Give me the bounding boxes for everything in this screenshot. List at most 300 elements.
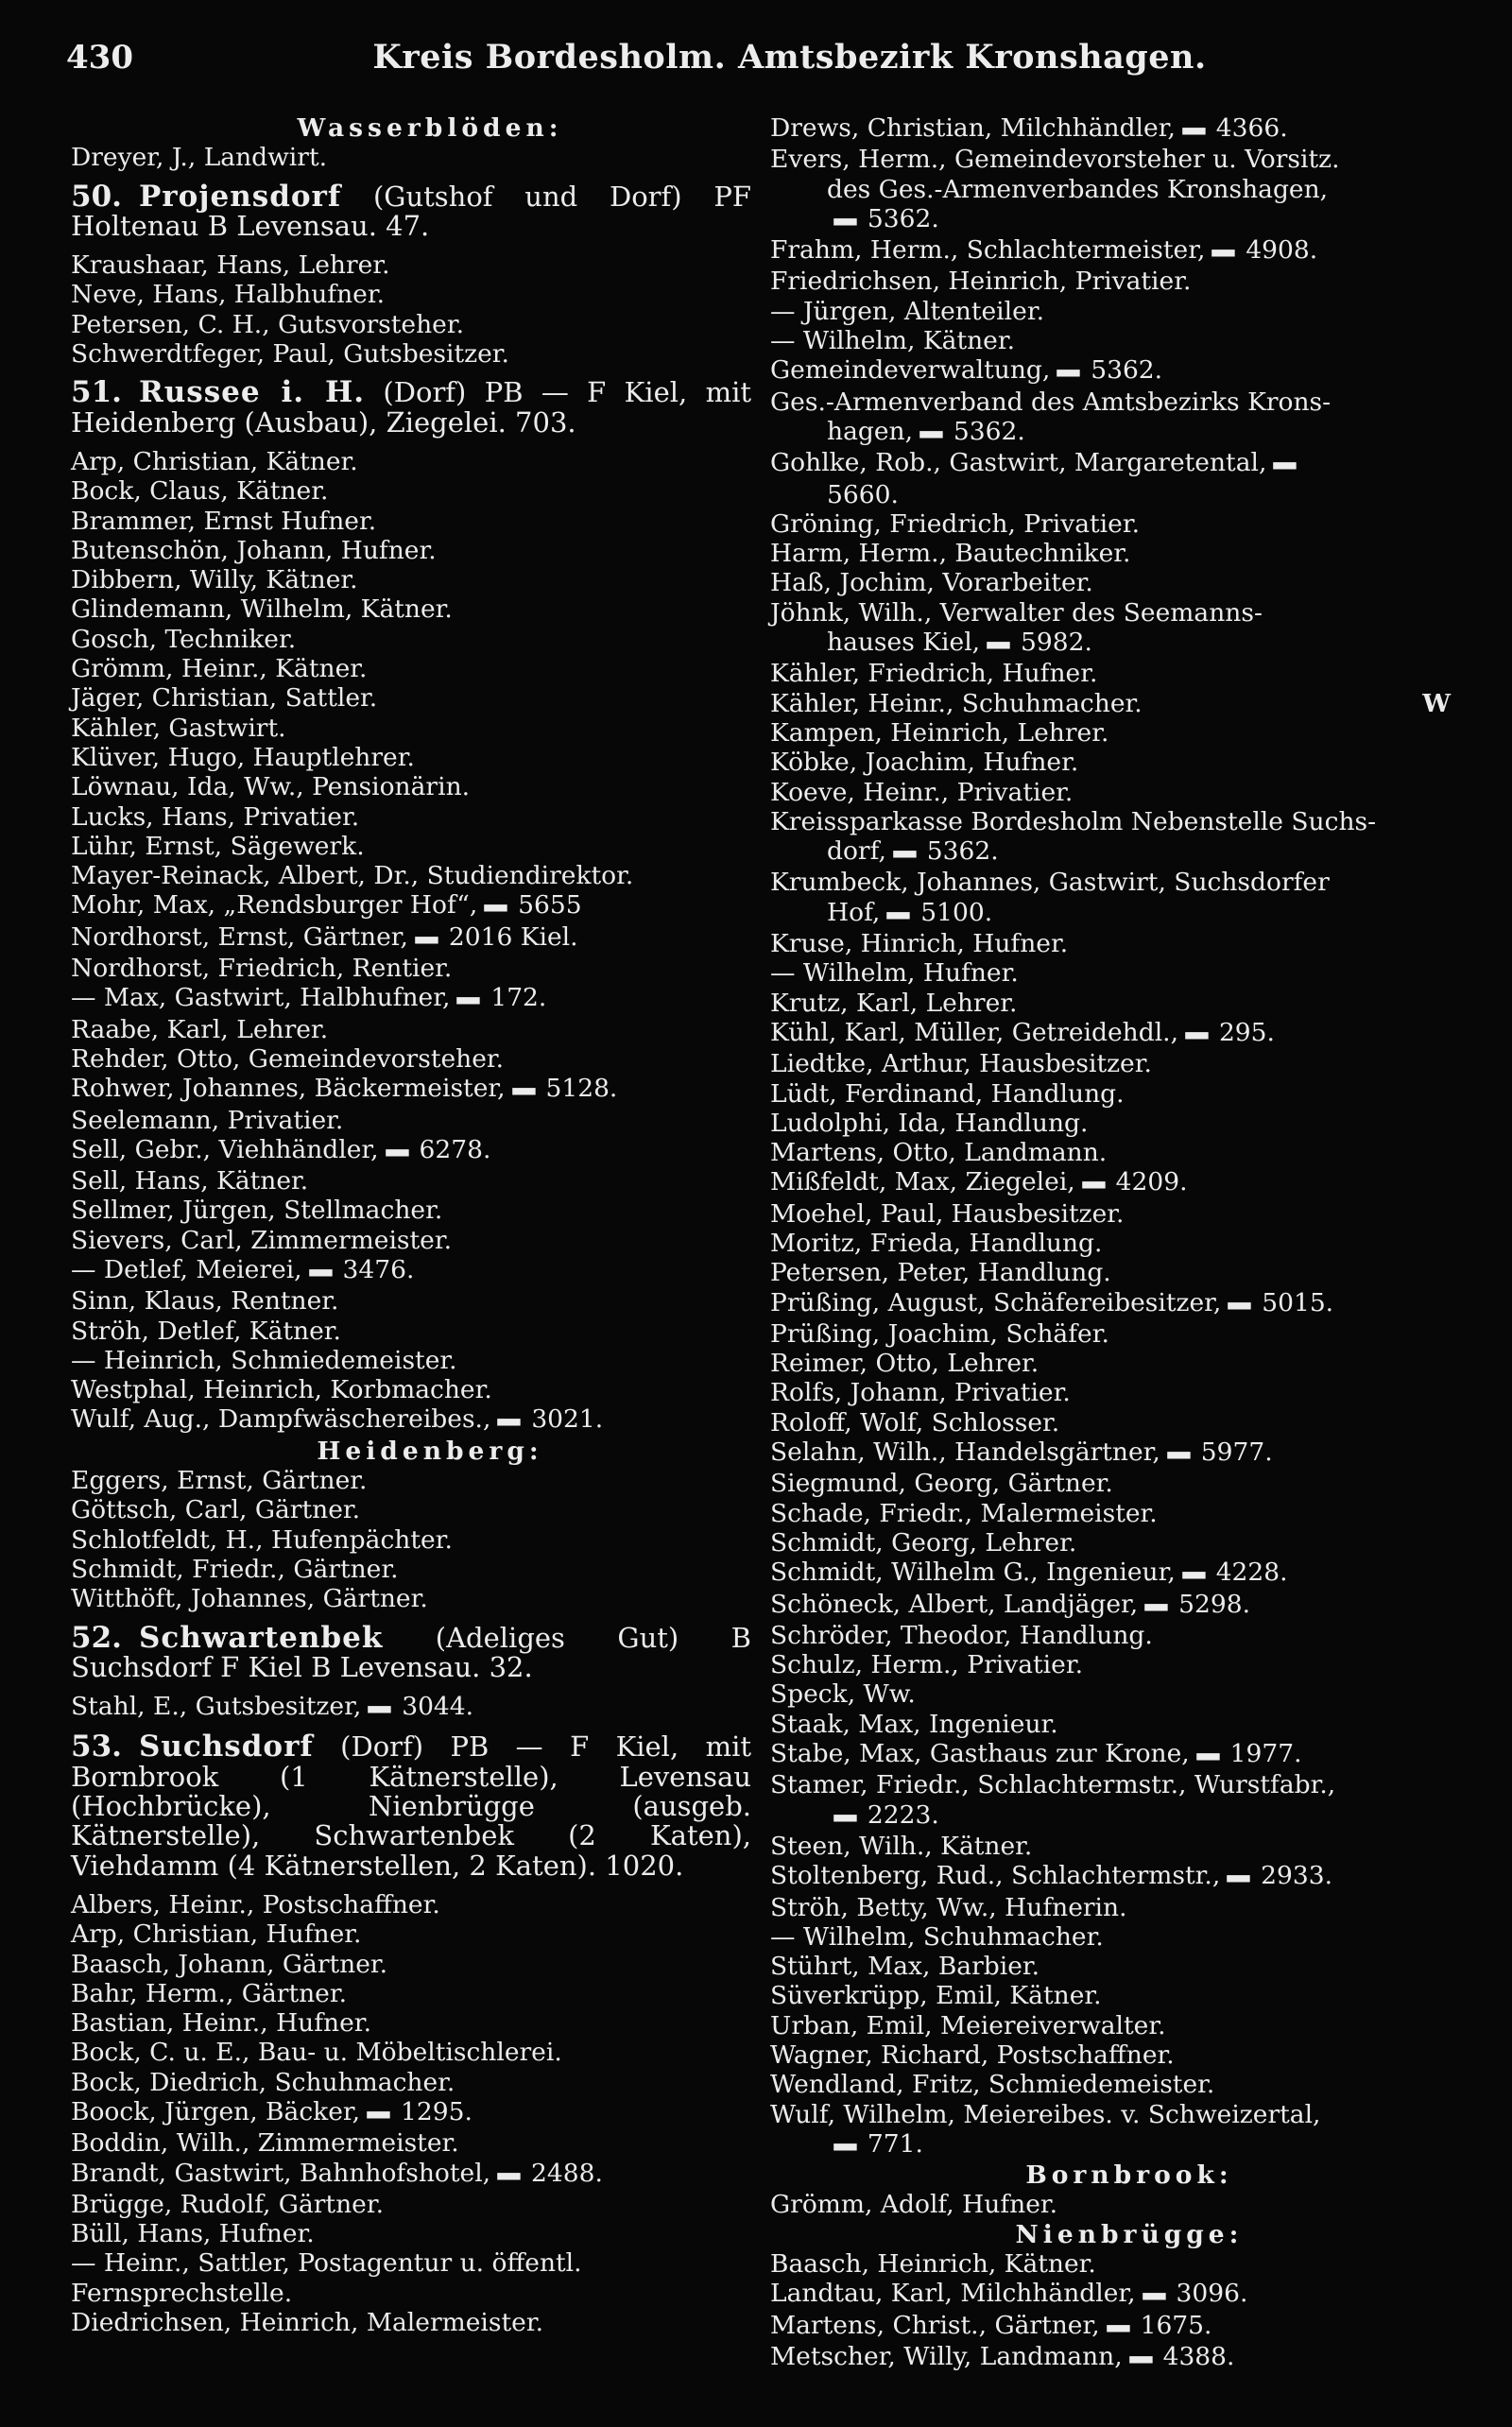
directory-entry xyxy=(770,1288,1451,1319)
entry-text: — Wilhelm, Schuhmacher. xyxy=(770,1921,1104,1952)
directory-entry xyxy=(770,2011,1451,2040)
directory-entry xyxy=(770,718,1451,748)
entry-text: Arp, Christian, Kätner. xyxy=(71,446,358,476)
entry-text: Liedtke, Arthur, Hausbesitzer. xyxy=(770,1049,1152,1079)
directory-entry xyxy=(770,2279,1451,2310)
entry-text: — Jürgen, Altenteiler. xyxy=(770,296,1044,326)
entry-text: Roloff, Wolf, Schlosser. xyxy=(770,1407,1060,1437)
telephone-icon: ▬ xyxy=(364,2102,393,2125)
entry-text: Brügge, Rudolf, Gärtner. xyxy=(71,2189,385,2219)
directory-entry xyxy=(71,1196,751,1225)
entry-text: Boock, Jürgen, Bäcker, xyxy=(71,2097,361,2126)
directory-entry xyxy=(71,507,751,536)
entry-text: Seelemann, Privatier. xyxy=(71,1105,344,1135)
entry-text: Urban, Emil, Meiereiverwalter. xyxy=(770,2010,1166,2040)
telephone-number: 4228. xyxy=(1215,1558,1288,1588)
directory-entry xyxy=(71,594,751,624)
directory-entry xyxy=(770,297,1451,326)
directory-entry xyxy=(770,1167,1451,1198)
entry-text: Schwerdtfeger, Paul, Gutsbesitzer. xyxy=(71,339,509,370)
directory-entry xyxy=(770,1408,1451,1437)
telephone-icon: ▬ xyxy=(412,926,441,950)
entry-text: Reimer, Otto, Lehrer. xyxy=(770,1349,1040,1379)
directory-entry xyxy=(770,1861,1451,1892)
entry-text: Neve, Hans, Halbhufner. xyxy=(71,280,386,310)
directory-entry xyxy=(770,2311,1451,2342)
directory-entry xyxy=(71,983,751,1014)
directory-entry xyxy=(71,1890,751,1919)
entry-continuation xyxy=(770,417,1451,448)
entry-text: Petersen, Peter, Handlung. xyxy=(770,1258,1111,1288)
section-number: 50. xyxy=(71,179,122,214)
entry-text: Bock, C. u. E., Bau- u. Möbeltischlerei. xyxy=(71,2038,562,2068)
directory-entry xyxy=(71,1015,751,1044)
entry-continuation xyxy=(770,480,1451,509)
telephone-icon: ▬ xyxy=(831,1804,860,1828)
directory-entry xyxy=(71,1692,751,1723)
telephone-number: 5362. xyxy=(867,203,939,233)
entry-text: Jäger, Christian, Sattler. xyxy=(71,683,378,714)
section-number: 51. xyxy=(71,375,122,410)
entry-text: Landtau, Karl, Milchhändler, xyxy=(770,2279,1136,2309)
entry-text: Moritz, Frieda, Handlung. xyxy=(770,1228,1103,1258)
entry-text: Albers, Heinr., Postschaffner. xyxy=(71,1889,440,1919)
entry-text: Lühr, Ernst, Sägewerk. xyxy=(71,831,365,861)
telephone-icon: ▬ xyxy=(1054,360,1083,384)
directory-entry xyxy=(71,2097,751,2128)
entry-text: Diedrichsen, Heinrich, Malermeister. xyxy=(71,2308,544,2338)
entry-text: Wagner, Richard, Postschaffner. xyxy=(770,2040,1175,2070)
directory-entry xyxy=(770,355,1451,387)
entry-text: Raabe, Karl, Lehrer. xyxy=(71,1014,329,1044)
entry-text: Prüßing, August, Schäfereibesitzer, xyxy=(770,1287,1222,1317)
section-heading xyxy=(71,179,751,242)
section-place-name: Projensdorf xyxy=(138,179,342,214)
section-place-name: Suchsdorf xyxy=(138,1730,314,1764)
telephone-icon: ▬ xyxy=(831,2133,860,2157)
entry-text: Nordhorst, Ernst, Gärtner, xyxy=(71,921,408,952)
spacer xyxy=(71,241,751,250)
directory-entry xyxy=(71,1495,751,1524)
directory-entry xyxy=(71,625,751,654)
entry-text: Drews, Christian, Milchhändler, xyxy=(770,113,1176,143)
entry-text: Boddin, Wilh., Zimmermeister. xyxy=(71,2128,459,2159)
entry-text: Kruse, Hinrich, Hufner. xyxy=(770,929,1069,959)
telephone-icon: ▬ xyxy=(1179,118,1209,141)
entry-text: Rohwer, Johannes, Bäckermeister, xyxy=(71,1074,506,1104)
left-column xyxy=(71,113,751,2337)
entry-text: Löwnau, Ida, Ww., Pensionärin. xyxy=(71,772,471,802)
telephone-icon: ▬ xyxy=(1270,453,1299,476)
entry-text: dorf, xyxy=(827,836,886,867)
entry-text: Butenschön, Johann, Hufner. xyxy=(71,535,437,565)
directory-entry xyxy=(770,1893,1451,1922)
entry-text: Kähler, Friedrich, Hufner. xyxy=(770,659,1098,689)
directory-entry xyxy=(770,2100,1451,2129)
directory-entry xyxy=(770,1437,1451,1469)
entry-text: Mißfeldt, Max, Ziegelei, xyxy=(770,1167,1075,1197)
directory-entry xyxy=(71,1525,751,1555)
page-header xyxy=(66,38,1446,95)
entry-text: Gemeindeverwaltung, xyxy=(770,355,1051,386)
telephone-icon: ▬ xyxy=(1179,1562,1209,1586)
directory-entry xyxy=(770,539,1451,568)
section-number: 53. xyxy=(71,1730,122,1764)
telephone-icon: ▬ xyxy=(382,1139,412,1162)
entry-text: Schöneck, Albert, Landjäger, xyxy=(770,1589,1139,1619)
entry-text: Brandt, Gastwirt, Bahnhofshotel, xyxy=(71,2158,491,2188)
telephone-number: 4908. xyxy=(1246,235,1318,266)
telephone-icon: ▬ xyxy=(884,902,913,925)
entry-text: Gosch, Techniker. xyxy=(71,624,297,654)
telephone-number: 2016 Kiel. xyxy=(448,921,578,952)
directory-entry xyxy=(71,339,751,369)
entry-text: Wulf, Aug., Dampfwäschereibes., xyxy=(71,1404,491,1435)
telephone-number: 3096. xyxy=(1176,2279,1248,2309)
directory-entry xyxy=(770,659,1451,688)
directory-entry xyxy=(770,509,1451,539)
directory-entry xyxy=(770,1018,1451,1049)
entry-text: Mayer-Reinack, Albert, Dr., Studiendirektor. xyxy=(71,861,634,891)
entry-text: Lucks, Hans, Privatier. xyxy=(71,801,360,832)
entry-text: Schmidt, Friedr., Gärtner. xyxy=(71,1554,399,1584)
entry-text: Kreissparkasse Bordesholm Nebenstelle Suchs- xyxy=(770,806,1377,836)
directory-entry xyxy=(770,1650,1451,1679)
directory-entry xyxy=(71,1555,751,1584)
entry-text: Nordhorst, Friedrich, Rentier. xyxy=(71,954,453,984)
directory-entry xyxy=(770,1739,1451,1770)
directory-entry xyxy=(770,1349,1451,1378)
directory-entry xyxy=(71,2308,751,2337)
entry-text: Stabe, Max, Gasthaus zur Krone, xyxy=(770,1739,1190,1769)
entry-text: Selahn, Wilh., Handelsgärtner, xyxy=(770,1437,1160,1468)
directory-entry xyxy=(770,145,1451,174)
directory-entry xyxy=(71,1950,751,1979)
entry-text: Wulf, Wilhelm, Meiereibes. v. Schweizertal, xyxy=(770,2099,1321,2129)
telephone-icon: ▬ xyxy=(1079,1172,1108,1196)
entry-text: Rolfs, Johann, Privatier. xyxy=(770,1378,1071,1408)
directory-entry xyxy=(71,2248,751,2278)
directory-entry xyxy=(71,1044,751,1074)
entry-text: Dreyer, J., Landwirt. xyxy=(71,143,328,173)
entry-text: Schröder, Theodor, Handlung. xyxy=(770,1620,1153,1650)
directory-entry xyxy=(71,832,751,861)
telephone-number: 5015. xyxy=(1262,1287,1334,1317)
directory-entry xyxy=(770,326,1451,355)
directory-entry xyxy=(71,1166,751,1196)
page-title: Kreis Bordesholm. Amtsbezirk Kronshagen. xyxy=(372,38,1207,77)
telephone-number: 5362. xyxy=(926,836,999,867)
entry-text: hagen, xyxy=(827,416,914,446)
directory-entry xyxy=(770,2040,1451,2070)
directory-entry xyxy=(71,654,751,683)
entry-text: Siegmund, Georg, Gärtner. xyxy=(770,1469,1113,1499)
entry-text: Witthöft, Johannes, Gärtner. xyxy=(71,1584,428,1614)
directory-entry xyxy=(770,1138,1451,1167)
entry-continuation xyxy=(770,836,1451,868)
directory-entry xyxy=(71,714,751,743)
entry-text: — Heinrich, Schmiedemeister. xyxy=(71,1345,457,1375)
telephone-icon: ▬ xyxy=(1104,2315,1133,2338)
directory-entry xyxy=(770,1528,1451,1558)
entry-text: Klüver, Hugo, Hauptlehrer. xyxy=(71,742,415,772)
entry-text: Friedrichsen, Heinrich, Privatier. xyxy=(770,267,1192,297)
directory-entry xyxy=(770,1981,1451,2010)
directory-entry xyxy=(71,1979,751,2008)
entry-text: Frahm, Herm., Schlachtermeister, xyxy=(770,235,1206,266)
entry-text: Sievers, Carl, Zimmermeister. xyxy=(71,1225,453,1255)
directory-entry xyxy=(770,868,1451,897)
entry-text: Staak, Max, Ingenieur. xyxy=(770,1709,1058,1739)
entry-text: Koeve, Heinr., Privatier. xyxy=(770,777,1074,807)
directory-entry xyxy=(770,1710,1451,1739)
section-description: (Adeliges Gut) B Suchsdorf F Kiel B Levensau. 32. xyxy=(71,1621,751,1683)
entry-text: Bock, Diedrich, Schuhmacher. xyxy=(71,2067,455,2097)
directory-entry xyxy=(770,1258,1451,1287)
entry-text: Hof, xyxy=(827,897,881,927)
telephone-icon: ▬ xyxy=(917,421,946,444)
directory-entry xyxy=(71,2038,751,2067)
directory-entry xyxy=(71,954,751,983)
entry-text: Haß, Jochim, Vorarbeiter. xyxy=(770,568,1093,598)
entry-text: Kähler, Heinr., Schuhmacher. xyxy=(770,688,1143,718)
subsection-heading: Nienbrügge: xyxy=(1015,2219,1244,2249)
telephone-icon: ▬ xyxy=(454,988,483,1011)
entry-text: Bock, Claus, Kätner. xyxy=(71,476,329,507)
telephone-number: 5298. xyxy=(1178,1589,1250,1619)
directory-entry xyxy=(71,2159,751,2190)
directory-entry xyxy=(770,1469,1451,1498)
directory-entry xyxy=(770,807,1451,836)
entry-text: Metscher, Willy, Landmann, xyxy=(770,2341,1123,2371)
entry-text: — Wilhelm, Kätner. xyxy=(770,326,1016,356)
directory-entry xyxy=(770,1832,1451,1861)
entry-text: Kühl, Karl, Müller, Getreidehdl., xyxy=(770,1017,1179,1047)
directory-entry xyxy=(71,1255,751,1286)
directory-entry xyxy=(71,250,751,280)
directory-entry xyxy=(71,2068,751,2097)
entry-text: Gohlke, Rob., Gastwirt, Margaretental, xyxy=(770,448,1267,478)
telephone-number: 1675. xyxy=(1140,2310,1212,2340)
entry-text: Speck, Ww. xyxy=(770,1679,916,1710)
entry-text: Kähler, Gastwirt. xyxy=(71,713,286,743)
directory-entry xyxy=(71,1226,751,1255)
section-number: 52. xyxy=(71,1620,122,1655)
directory-entry xyxy=(71,1375,751,1404)
entry-text: Prüßing, Joachim, Schäfer. xyxy=(770,1318,1109,1349)
entry-text: Köbke, Joachim, Hufner. xyxy=(770,748,1079,778)
telephone-icon: ▬ xyxy=(1164,1442,1194,1466)
directory-entry xyxy=(71,565,751,594)
entry-text: Dibbern, Willy, Kätner. xyxy=(71,565,358,595)
telephone-number: 5128. xyxy=(545,1074,618,1104)
telephone-icon: ▬ xyxy=(365,1696,394,1720)
directory-entry xyxy=(71,802,751,832)
directory-entry xyxy=(770,2249,1451,2279)
telephone-number: 295. xyxy=(1218,1017,1275,1047)
entry-text: Baasch, Heinrich, Kätner. xyxy=(770,2249,1096,2280)
subsection-heading: Heidenberg: xyxy=(317,1436,543,1466)
entry-text: Sell, Hans, Kätner. xyxy=(71,1166,309,1196)
directory-entry xyxy=(770,2342,1451,2373)
directory-entry xyxy=(71,890,751,921)
entry-text: Sell, Gebr., Viehhändler, xyxy=(71,1134,379,1164)
entry-continuation xyxy=(770,898,1451,929)
entry-continuation xyxy=(770,175,1451,204)
directory-entry xyxy=(770,1922,1451,1952)
entry-text: Grömm, Heinr., Kätner. xyxy=(71,654,368,684)
section-description: (Gutshof und Dorf) PF Holtenau B Levensau. 47. xyxy=(71,180,751,242)
entry-text: Göttsch, Carl, Gärtner. xyxy=(71,1495,361,1525)
telephone-number: 5100. xyxy=(920,897,993,927)
entry-text: Ludolphi, Ida, Handlung. xyxy=(770,1108,1089,1138)
entry-text: Süverkrüpp, Emil, Kätner. xyxy=(770,1981,1102,2011)
entry-text: des Ges.-Armenverbandes Kronshagen, xyxy=(827,174,1329,204)
telephone-icon: ▬ xyxy=(1225,1292,1254,1316)
directory-entry xyxy=(71,683,751,713)
directory-entry xyxy=(71,2190,751,2219)
entry-text: hauses Kiel, xyxy=(827,628,981,658)
entry-text: Stahl, E., Gutsbesitzer, xyxy=(71,1692,362,1722)
telephone-icon: ▬ xyxy=(481,895,510,919)
directory-entry xyxy=(71,1584,751,1613)
directory-entry xyxy=(770,448,1451,479)
telephone-number: 4209. xyxy=(1115,1167,1188,1197)
directory-entry xyxy=(71,861,751,890)
entry-text: Gröning, Friedrich, Privatier. xyxy=(770,508,1141,539)
directory-entry xyxy=(770,387,1451,417)
directory-entry xyxy=(770,1109,1451,1138)
page-number: 430 xyxy=(66,39,133,77)
directory-entry xyxy=(71,1404,751,1436)
entry-continuation xyxy=(770,2129,1451,2160)
entry-continuation xyxy=(770,1800,1451,1832)
directory-entry xyxy=(770,689,1451,718)
entry-text: Bastian, Heinr., Hufner. xyxy=(71,2008,371,2039)
entry-text: Arp, Christian, Hufner. xyxy=(71,1919,362,1950)
entry-text: Sinn, Klaus, Rentner. xyxy=(71,1286,339,1317)
telephone-number: 4388. xyxy=(1162,2341,1235,2371)
entry-text: Stamer, Friedr., Schlachtermstr., Wurstfabr., xyxy=(770,1770,1336,1800)
entry-text: Sellmer, Jürgen, Stellmacher. xyxy=(71,1196,443,1226)
entry-text: Glindemann, Wilhelm, Kätner. xyxy=(71,594,453,625)
entry-text: Kampen, Heinrich, Lehrer. xyxy=(770,717,1109,748)
directory-entry xyxy=(770,1199,1451,1229)
directory-entry xyxy=(770,1079,1451,1109)
telephone-number: 5362. xyxy=(953,416,1025,446)
entry-text: — Wilhelm, Hufner. xyxy=(770,958,1019,989)
entry-text: Krutz, Karl, Lehrer. xyxy=(770,988,1018,1018)
directory-entry xyxy=(71,447,751,476)
entry-text: Schmidt, Georg, Lehrer. xyxy=(770,1527,1077,1558)
subsection-heading: Wasserblöden: xyxy=(297,113,563,143)
telephone-icon: ▬ xyxy=(508,1078,539,1102)
directory-entry xyxy=(770,1229,1451,1258)
directory-entry xyxy=(71,310,751,339)
spacer xyxy=(71,1881,751,1890)
telephone-number: 5982. xyxy=(1021,628,1092,658)
entry-text: Grömm, Adolf, Hufner. xyxy=(770,2190,1058,2220)
entry-continuation xyxy=(770,628,1451,659)
telephone-number: 5362. xyxy=(1091,355,1163,386)
section-place-name: Schwartenbek xyxy=(138,1620,384,1655)
entry-text: Westphal, Heinrich, Korbmacher. xyxy=(71,1375,492,1405)
telephone-number: 2933. xyxy=(1261,1861,1333,1891)
entry-text: Wendland, Fritz, Schmiedemeister. xyxy=(770,2070,1215,2100)
directory-entry xyxy=(770,1770,1451,1799)
directory-entry xyxy=(770,1621,1451,1650)
entry-text: Stührt, Max, Barbier. xyxy=(770,1952,1040,1982)
directory-entry xyxy=(71,2008,751,2038)
section-heading xyxy=(71,1620,751,1683)
entry-text: — Max, Gastwirt, Halbhufner, xyxy=(71,983,451,1013)
directory-entry xyxy=(770,989,1451,1018)
directory-entry xyxy=(770,267,1451,296)
telephone-number: 6278. xyxy=(419,1134,491,1164)
telephone-number: 3476. xyxy=(342,1254,415,1284)
entry-text: Jöhnk, Wilh., Verwalter des Seemanns- xyxy=(770,597,1263,628)
entry-text: Mohr, Max, „Rendsburger Hof“, xyxy=(71,890,478,921)
entry-text: Petersen, C. H., Gutsvorsteher. xyxy=(71,309,465,339)
directory-entry xyxy=(770,235,1451,267)
telephone-icon: ▬ xyxy=(1142,1593,1171,1617)
directory-entry xyxy=(71,1466,751,1495)
directory-entry xyxy=(71,2279,751,2308)
directory-entry xyxy=(770,1499,1451,1528)
directory-entry xyxy=(770,748,1451,777)
directory-entry xyxy=(770,598,1451,628)
telephone-number: 1295. xyxy=(401,2097,472,2126)
directory-entry xyxy=(71,1317,751,1346)
subsection-heading: Bornbrook: xyxy=(1025,2160,1233,2191)
entry-continuation xyxy=(770,204,1451,235)
telephone-icon: ▬ xyxy=(494,1409,524,1433)
telephone-number: 3044. xyxy=(402,1692,474,1722)
spacer xyxy=(71,1682,751,1692)
entry-text: Martens, Christ., Gärtner, xyxy=(770,2310,1100,2340)
section-heading xyxy=(71,1732,751,1880)
section-heading xyxy=(71,375,752,439)
telephone-icon: ▬ xyxy=(1126,2346,1156,2369)
telephone-number: 3021. xyxy=(531,1404,604,1435)
entry-text: Schlotfeldt, H., Hufenpächter. xyxy=(71,1524,453,1555)
telephone-icon: ▬ xyxy=(1139,2283,1169,2307)
entry-text: Rehder, Otto, Gemeindevorsteher. xyxy=(71,1043,505,1074)
telephone-number: 771. xyxy=(867,2128,923,2159)
directory-entry xyxy=(770,1952,1451,1981)
telephone-number: 1977. xyxy=(1229,1739,1302,1769)
directory-entry xyxy=(770,113,1451,145)
directory-entry xyxy=(71,1106,751,1135)
telephone-icon: ▬ xyxy=(305,1259,335,1282)
telephone-icon: ▬ xyxy=(494,2162,524,2186)
directory-entry xyxy=(71,1135,751,1166)
entry-text: Evers, Herm., Gemeindevorsteher u. Vorsitz. xyxy=(770,145,1340,175)
entry-text: Brammer, Ernst Hufner. xyxy=(71,506,377,536)
directory-entry xyxy=(71,536,751,565)
telephone-icon: ▬ xyxy=(1194,1744,1223,1767)
entry-text: — Heinr., Sattler, Postagentur u. öffentl. xyxy=(71,2248,582,2279)
directory-entry xyxy=(71,143,751,172)
entry-text: Lüdt, Ferdinand, Handlung. xyxy=(770,1078,1125,1109)
directory-entry xyxy=(71,1286,751,1316)
entry-text: Stoltenberg, Rud., Schlachtermstr., xyxy=(770,1861,1221,1891)
telephone-icon: ▬ xyxy=(890,841,919,865)
directory-entry xyxy=(71,743,751,772)
directory-entry xyxy=(770,1679,1451,1709)
directory-entry xyxy=(71,280,751,309)
entry-text: Steen, Wilh., Kätner. xyxy=(770,1831,1033,1861)
